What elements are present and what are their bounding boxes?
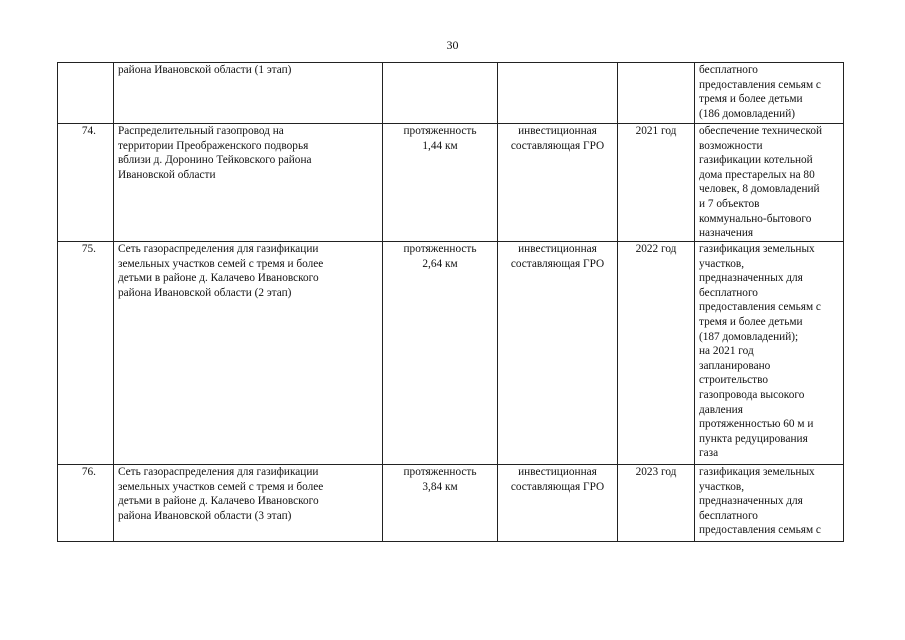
- object-length: протяженность 3,84 км: [383, 465, 498, 542]
- row-number: [58, 63, 114, 124]
- funding-source: [498, 63, 618, 124]
- row-number: 74.: [58, 124, 114, 242]
- object-purpose: газификация земельных участков, предназначенных для бесплатного предоставления семьям с тремя и более детьми (187 домовладений); на 2021 год запланировано строительство газопровода высокого давления протяженностью 60 м и пункта редуцирования газа: [695, 242, 844, 465]
- page-number: 30: [446, 38, 459, 52]
- table-row: [58, 465, 844, 542]
- object-purpose: газификация земельных участков, предназначенных для бесплатного предоставления семьям с: [695, 465, 844, 542]
- object-length: [383, 63, 498, 124]
- object-name: Сеть газораспределения для газификации земельных участков семей с тремя и более детьми в районе д. Калачево Ивановского района Ивановской области (3 этап): [114, 465, 383, 542]
- object-name: Сеть газораспределения для газификации земельных участков семей с тремя и более детьми в районе д. Калачево Ивановского района Ивановской области (2 этап): [114, 242, 383, 465]
- completion-year: 2023 год: [618, 465, 695, 542]
- row-number: 75.: [58, 242, 114, 465]
- object-length: протяженность 1,44 км: [383, 124, 498, 242]
- completion-year: [618, 63, 695, 124]
- completion-year: 2021 год: [618, 124, 695, 242]
- funding-source: инвестиционная составляющая ГРО: [498, 124, 618, 242]
- table-row: [58, 124, 844, 242]
- row-number: 76.: [58, 465, 114, 542]
- table-row: [58, 242, 844, 465]
- funding-source: инвестиционная составляющая ГРО: [498, 465, 618, 542]
- object-purpose: обеспечение технической возможности газификации котельной дома престарелых на 80 человек, 8 домовладений и 7 объектов коммунально-бытового назначения: [695, 124, 844, 242]
- funding-source: инвестиционная составляющая ГРО: [498, 242, 618, 465]
- object-purpose: бесплатного предоставления семьям с тремя и более детьми (186 домовладений): [695, 63, 844, 124]
- gasification-table: [57, 62, 844, 542]
- table-row: [58, 63, 844, 124]
- object-length: протяженность 2,64 км: [383, 242, 498, 465]
- completion-year: 2022 год: [618, 242, 695, 465]
- object-name: Распределительный газопровод на территории Преображенского подворья вблизи д. Доронино Тейковского района Ивановской области: [114, 124, 383, 242]
- object-name: района Ивановской области (1 этап): [114, 63, 383, 124]
